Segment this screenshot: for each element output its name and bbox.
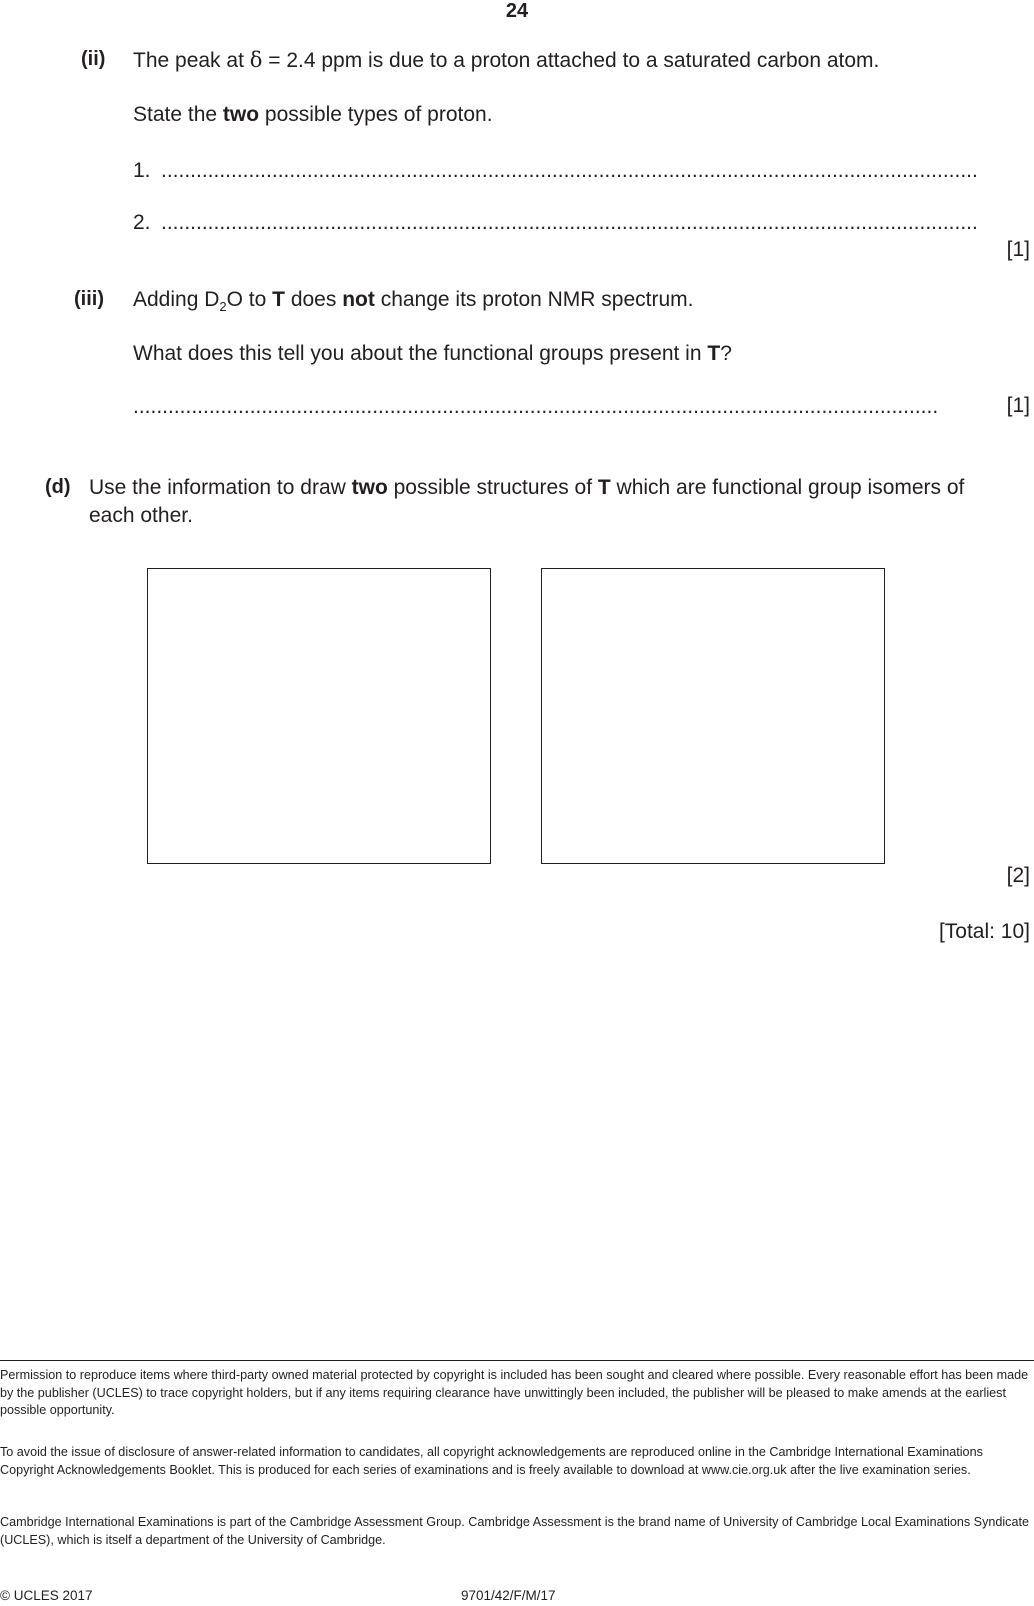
delta-symbol: δ xyxy=(249,48,263,72)
copyright-notice: © UCLES 2017 xyxy=(0,1588,93,1603)
answer-2-line[interactable]: ............................................................................................................................................ xyxy=(161,211,978,234)
part-iii-question-line1: Adding $D_2O$ to T does not change its proton NMR spectrum. xyxy=(133,288,694,315)
part-iii-answer-line[interactable]: .......................................................................................................................................... xyxy=(133,395,939,418)
total-mark: [Total: 10] xyxy=(938,920,1030,943)
part-ii-mark: [1] xyxy=(1006,238,1030,261)
answer-1-line[interactable]: ............................................................................................................................................ xyxy=(161,159,978,182)
part-iii-mark: [1] xyxy=(1006,394,1030,417)
page-number: 24 xyxy=(505,0,529,22)
answer-1-number: 1. xyxy=(133,159,151,182)
subscript-2: 2 xyxy=(219,299,227,315)
paper-code: 9701/42/F/M/17 xyxy=(461,1588,556,1603)
part-d-label: (d) xyxy=(45,476,71,498)
part-ii-label: (ii) xyxy=(81,48,106,70)
part-d-question-line2: each other. xyxy=(89,504,193,527)
part-d-mark: [2] xyxy=(1006,864,1030,887)
footer-divider xyxy=(0,1360,1034,1361)
answer-2-number: 2. xyxy=(133,211,151,234)
structure-box-1[interactable] xyxy=(147,568,491,864)
footer-cambridge-paragraph: Cambridge International Examinations is part of the Cambridge Assessment Group. Cambridge Assessment is the brand name of University of Cambridge Local Examinations Syndicate (UCLES), which is itself a department of the University of Cambridge. xyxy=(0,1515,1029,1547)
part-iii-label: (iii) xyxy=(74,288,104,310)
structure-box-2[interactable] xyxy=(541,568,885,864)
part-ii-question-line1: The peak at δ = 2.4 ppm is due to a proton attached to a saturated carbon atom. xyxy=(133,48,880,72)
footer-permission-paragraph: Permission to reproduce items where third-party owned material protected by copyright is included has been sought and cleared where possible. Every reasonable effort has been made by the publisher (UCLES) to trace copyright holders, but if any items requiring clearance have unwittingly been included, the publisher will be pleased to make amends at the earliest possible opportunity. xyxy=(0,1368,1029,1417)
part-d-question-line1: Use the information to draw two possible structures of T which are functional group isomers of xyxy=(89,476,965,499)
footer-acknowledgements-paragraph: To avoid the issue of disclosure of answer-related information to candidates, all copyright acknowledgements are reproduced online in the Cambridge International Examinations Copyright Acknowledgements Booklet. This is produced for each series of examinations and is freely available to download at www.cie.org.uk after the live examination series. xyxy=(0,1445,983,1477)
part-iii-question-line2: What does this tell you about the functional groups present in T? xyxy=(133,342,732,365)
part-ii-question-line2: State the two possible types of proton. xyxy=(133,103,493,126)
